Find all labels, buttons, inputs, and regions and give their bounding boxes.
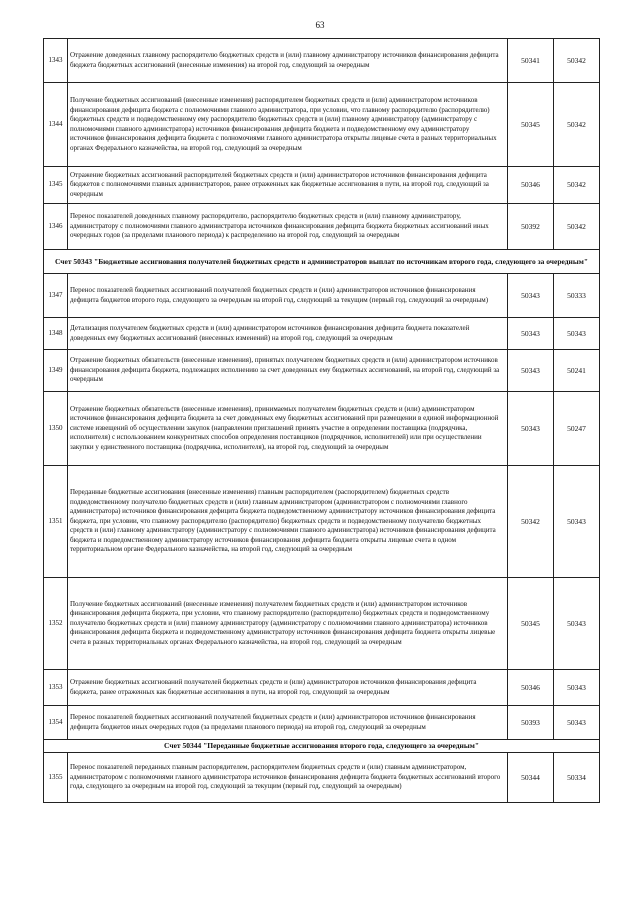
credit-account: 50333 xyxy=(554,274,600,318)
table-row xyxy=(44,670,600,706)
credit-account: 50342 xyxy=(554,83,600,167)
row-number: 1353 xyxy=(44,670,68,706)
credit-account: 50343 xyxy=(554,670,600,706)
debit-account: 50345 xyxy=(508,578,554,670)
row-description: Отражение бюджетных обязательств (внесенные изменения), принимаемых получателем бюджетных средств и (или) администратором источников финансирования дефицита бюджета за счет доведенных ему бюджетных ассигнований при размещении в единой информационной системе извещений об осуществлении закупок (направлении приглашений принять участие в определении поставщика (подрядчика, исполнителя) с использованием конкурентных способов определения поставщиков (подрядчиков, исполнителей) или при осуществлении закупки у единственного поставщика (подрядчика, исполнителя), на второй год, следующий за очередным xyxy=(68,392,508,466)
ledger-table xyxy=(43,38,600,803)
row-description: Детализация получателем бюджетных средств и (или) администратором источников финансирования дефицита бюджета показателей доведенных ему бюджетных ассигнований (внесенных изменений) на второй год, следующий за очередным xyxy=(68,318,508,350)
credit-account: 50342 xyxy=(554,167,600,204)
debit-account: 50346 xyxy=(508,167,554,204)
credit-account: 50343 xyxy=(554,706,600,740)
credit-account: 50343 xyxy=(554,466,600,578)
credit-account: 50343 xyxy=(554,318,600,350)
ledger-body xyxy=(44,39,600,803)
page-number: 63 xyxy=(315,20,325,30)
debit-account: 50343 xyxy=(508,350,554,392)
debit-account: 50393 xyxy=(508,706,554,740)
debit-account: 50341 xyxy=(508,39,554,83)
table-row xyxy=(44,350,600,392)
table-row xyxy=(44,204,600,250)
section-header-row xyxy=(44,740,600,753)
row-number: 1349 xyxy=(44,350,68,392)
credit-account: 50342 xyxy=(554,39,600,83)
row-number: 1355 xyxy=(44,753,68,803)
table-row xyxy=(44,274,600,318)
row-description: Перенос показателей доведенных главному распорядителю, распорядителю бюджетных средств и (или) главному администратору, администратору с полномочиями главного администратора источников финансирования дефицита бюджета бюджетных ассигнований иных очередных годов (за пределами планового периода) к распределению на второй год, следующий за очередным xyxy=(68,204,508,250)
table-row xyxy=(44,706,600,740)
section-header-row xyxy=(44,250,600,274)
row-description: Отражение бюджетных ассигнований получателей бюджетных средств и (или) администраторов источников финансирования дефицита бюджета, ранее отраженных как бюджетные ассигнования в пути, на второй год, следующий за очередным xyxy=(68,670,508,706)
credit-account: 50334 xyxy=(554,753,600,803)
row-description: Перенос показателей переданных главным распорядителем, распорядителем бюджетных средств и (или) главным администратором, администратором с полномочиями главного администратора источников финансирования дефицита бюджета бюджетных ассигнований второго года, следующего за очередным на второй год, следующий за текущим (первый год, следующий за очередным) xyxy=(68,753,508,803)
table-row xyxy=(44,578,600,670)
row-number: 1354 xyxy=(44,706,68,740)
table-row xyxy=(44,392,600,466)
row-number: 1348 xyxy=(44,318,68,350)
table-row xyxy=(44,83,600,167)
credit-account: 50247 xyxy=(554,392,600,466)
section-title: Счет 50343 "Бюджетные ассигнования получателей бюджетных средств и администраторов выплат по источникам второго года, следующего за очередным" xyxy=(44,250,600,274)
debit-account: 50343 xyxy=(508,318,554,350)
credit-account: 50241 xyxy=(554,350,600,392)
row-description: Перенос показателей бюджетных ассигнований получателей бюджетных средств и (или) администраторов источников финансирования дефицита бюджетов второго года, следующего за очередным на второй год, следующий за текущим (первый год, следующий за очередным) xyxy=(68,274,508,318)
row-description: Отражение бюджетных ассигнований распорядителей бюджетных средств и (или) администраторов источников финансирования дефицита бюджетов с полномочиями главных администраторов, ранее отраженных как бюджетные ассигнования в пути, на второй год, следующий за очередным xyxy=(68,167,508,204)
debit-account: 50344 xyxy=(508,753,554,803)
debit-account: 50343 xyxy=(508,274,554,318)
row-description: Получение бюджетных ассигнований (внесенные изменения) распорядителем бюджетных средств и (или) администратором источников финансирования дефицита бюджета с полномочиями главного администратора, при условии, что главному распорядителю (распорядителю) бюджетных средств и подведомственному ему распорядителю бюджетных средств и (или) главному администратору (администратору с полномочиями главного администратора) источников финансирования дефицита бюджета и подведомственному ему администратору источников финансирования дефицита бюджета с полномочиями главного администратора открыты лицевые счета в разных территориальных органах Федерального казначейства, на второй год, следующий за очередным xyxy=(68,83,508,167)
table-row xyxy=(44,466,600,578)
row-number: 1343 xyxy=(44,39,68,83)
credit-account: 50342 xyxy=(554,204,600,250)
debit-account: 50346 xyxy=(508,670,554,706)
row-number: 1350 xyxy=(44,392,68,466)
section-title: Счет 50344 "Переданные бюджетные ассигнования второго года, следующего за очередным" xyxy=(44,740,600,753)
row-description: Получение бюджетных ассигнований (внесенные изменения) получателем бюджетных средств и (или) администратором источников финансирования дефицита бюджета, при условии, что главному распорядителю (распорядителю) бюджетных средств и подведомственному получателю бюджетных средств и (или) главному администратору (администратору с полномочиями главного администратора) источников финансирования дефицита бюджета и подведомственному администратору источников финансирования дефицита бюджета открыты лицевые счета в разных территориальных органах Федерального казначейства, на второй год, следующий за очередным xyxy=(68,578,508,670)
row-number: 1344 xyxy=(44,83,68,167)
row-number: 1345 xyxy=(44,167,68,204)
debit-account: 50343 xyxy=(508,392,554,466)
row-number: 1347 xyxy=(44,274,68,318)
table-row xyxy=(44,753,600,803)
table-row xyxy=(44,318,600,350)
row-description: Отражение бюджетных обязательств (внесенные изменения), принятых получателем бюджетных средств и (или) администратором источников финансирования дефицита бюджета, подлежащих исполнению за счет доведенных ему бюджетных ассигнований, на второй год, следующий за очередным xyxy=(68,350,508,392)
row-number: 1352 xyxy=(44,578,68,670)
credit-account: 50343 xyxy=(554,578,600,670)
table-row xyxy=(44,167,600,204)
row-number: 1351 xyxy=(44,466,68,578)
table-row xyxy=(44,39,600,83)
row-description: Перенос показателей бюджетных ассигнований получателей бюджетных средств и (или) администраторов источников финансирования дефицита бюджетов иных очередных годов (за пределами планового периода) на второй год, следующий за очередным xyxy=(68,706,508,740)
row-description: Отражение доведенных главному распорядителю бюджетных средств и (или) главному администратору источников финансирования дефицита бюджета бюджетных ассигнований (внесенные изменения) на второй год, следующий за очередным xyxy=(68,39,508,83)
row-number: 1346 xyxy=(44,204,68,250)
debit-account: 50345 xyxy=(508,83,554,167)
row-description: Переданные бюджетные ассигнования (внесенные изменения) главным распорядителем (распорядителем) бюджетных средств подведомственному получателю бюджетных средств и (или) главным администратором (администратором с полномочиями главного администратора) источников финансирования дефицита бюджета подведомственному администратору источников финансирования дефицита бюджета, при условии, что главному распорядителю (распорядителю) бюджетных средств и подведомственному получателю бюджетных средств и (или) главному администратору (администратору с полномочиями главного администратора) источников финансирования дефицита бюджета и подведомственному администратору источников финансирования дефицита бюджета открыты лицевые счета в одном территориальном органе Федерального казначейства, на второй год, следующий за очередным xyxy=(68,466,508,578)
debit-account: 50342 xyxy=(508,466,554,578)
debit-account: 50392 xyxy=(508,204,554,250)
